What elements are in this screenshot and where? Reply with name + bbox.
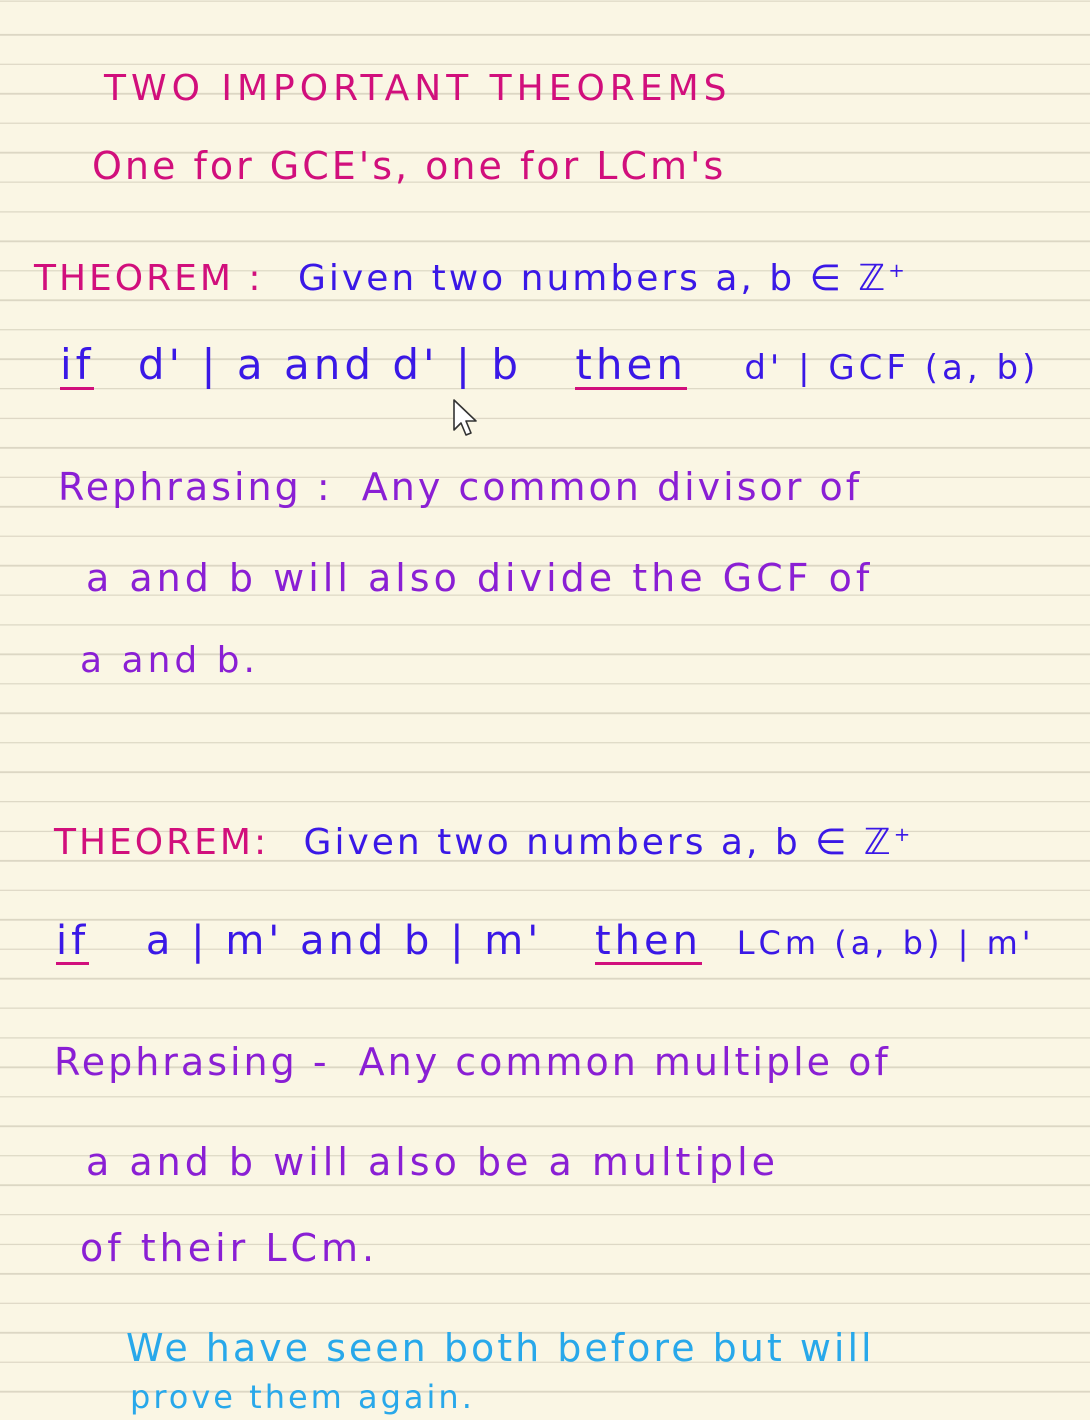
theorem1-rephrasing-line3: a and b. <box>80 640 259 681</box>
footer-note-line1: We have seen both before but will <box>126 1326 875 1370</box>
theorem2-statement: Given two numbers a, b ∈ ℤ <box>303 822 894 863</box>
theorem2-condition: a | m' and b | m' <box>145 918 543 964</box>
theorem2-if-word: if <box>56 918 90 964</box>
theorem1-condition: d' | a and d' | b <box>137 340 523 389</box>
theorem1-label: THEOREM : <box>34 258 264 299</box>
theorem1-superscript: + <box>888 259 906 282</box>
theorem2-then-word: then <box>594 918 702 964</box>
page-title: TWO IMPORTANT THEOREMS <box>104 68 732 109</box>
theorem2-statement-line <box>54 822 911 863</box>
page-subtitle: One for GCE's, one for LCm's <box>92 144 727 188</box>
theorem1-if-word: if <box>60 340 95 389</box>
theorem2-rephrasing-line3: of their LCm. <box>80 1226 379 1270</box>
theorem1-conclusion: d' | GCF (a, b) <box>744 348 1040 388</box>
theorem2-conclusion: LCm (a, b) | m' <box>736 924 1035 962</box>
theorem1-rephrasing-label: Rephrasing : <box>58 465 333 509</box>
theorem1-if-line <box>60 340 1039 390</box>
mouse-pointer-icon <box>452 398 478 438</box>
theorem2-rephrasing-label: Rephrasing - <box>54 1040 330 1084</box>
theorem1-statement: Given two numbers a, b ∈ ℤ <box>298 258 889 299</box>
footer-note-line2: prove them again. <box>130 1378 475 1416</box>
theorem1-rephrasing-text1: Any common divisor of <box>361 465 863 509</box>
theorem2-rephrasing-text1: Any common multiple of <box>358 1040 891 1084</box>
theorem1-then-word: then <box>575 340 687 389</box>
theorem2-label: THEOREM: <box>54 822 270 863</box>
theorem2-rephrasing-line2: a and b will also be a multiple <box>86 1140 780 1184</box>
theorem1-statement-line <box>34 258 906 299</box>
theorem2-if-line <box>56 918 1035 965</box>
theorem2-rephrasing-line1 <box>54 1040 891 1084</box>
theorem2-superscript: + <box>893 823 912 846</box>
theorem1-rephrasing-line2: a and b will also divide the GCF of <box>86 556 874 600</box>
theorem1-rephrasing-line1 <box>58 465 862 509</box>
